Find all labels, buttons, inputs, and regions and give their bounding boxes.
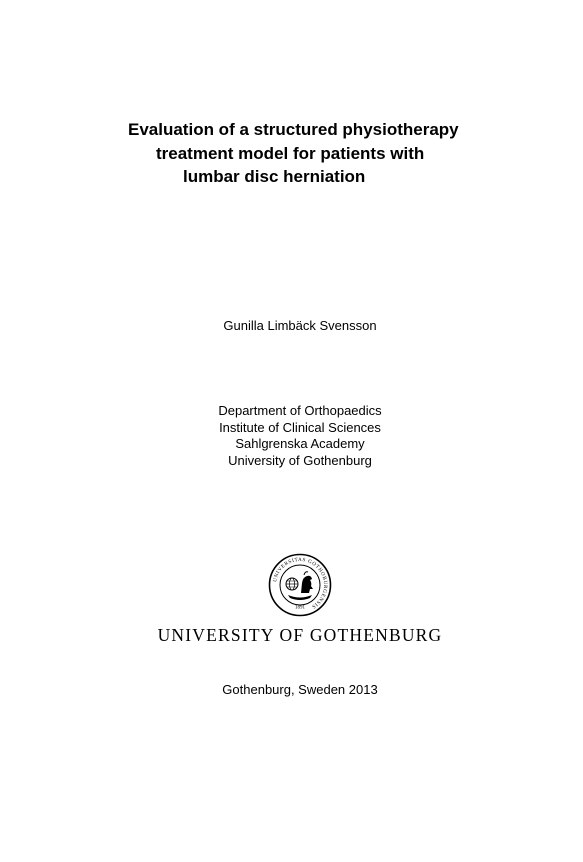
affiliation-academy: Sahlgrenska Academy xyxy=(235,436,365,451)
thesis-title-line-1: Evaluation of a structured physiotherapy xyxy=(128,120,459,139)
place-and-year: Gothenburg, Sweden 2013 xyxy=(222,682,378,697)
affiliation-institute: Institute of Clinical Sciences xyxy=(219,419,381,435)
thesis-title-line-3: lumbar disc herniation xyxy=(183,167,366,186)
university-wordmark: UNIVERSITY OF GOTHENBURG xyxy=(157,625,443,645)
seal-ring-text: UNIVERSITAS GOTHOBURGENSIS xyxy=(272,556,329,610)
affiliation-university: University of Gothenburg xyxy=(228,452,372,468)
university-seal-logo xyxy=(268,553,332,617)
affiliation-block xyxy=(0,403,583,469)
seal-year: 1891 xyxy=(295,605,305,611)
thesis-title-line-2: treatment model for patients with xyxy=(156,144,425,163)
author-name: Gunilla Limbäck Svensson xyxy=(223,318,377,333)
affiliation-department: Department of Orthopaedics xyxy=(218,403,382,418)
